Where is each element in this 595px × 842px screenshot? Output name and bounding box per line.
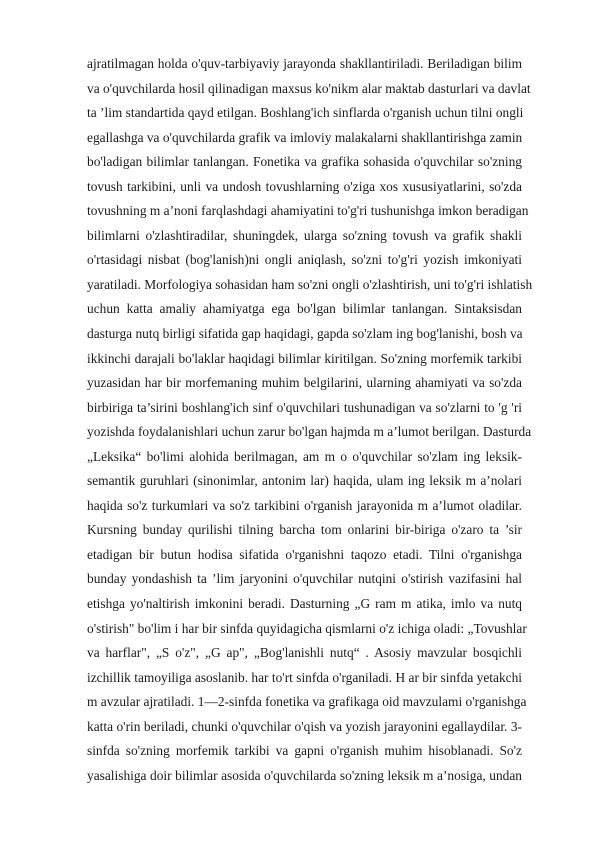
text-line: ta ’lim standartida qayd etilgan. Boshlang'ich sinflarda o'rganish uchun tilni ongli: [87, 105, 524, 121]
text-line: katta o'rin beriladi, chunki o'quvchilar o'qish va yozish jarayonini egallaydilar. 3-: [87, 718, 522, 734]
text-line: uchun katta amaliy ahamiyatga ega bo'lgan bilimlar tanlangan. Sintaksisdan: [87, 301, 522, 317]
text-line: bilimlarni o'zlashtiradilar, shuningdek, ularga so'zning tovush va grafik shakli: [87, 227, 522, 243]
text-line: o'rtasidagi nisbat (bog'lanish)ni ongli aniqlash, so'zni to'g'ri yozish imkoniyati: [87, 252, 522, 268]
text-line: dasturga nutq birligi sifatida gap haqidagi, gapda so'zlam ing bog'lanishi, bosh va: [87, 326, 523, 342]
text-line: yasalishiga doir bilimlar asosida o'quvchilarda so'zning leksik m a’nosiga, undan: [87, 767, 522, 783]
text-line: yaratiladi. Morfologiya sohasidan ham so'zni ongli o'zlashtirish, uni to'g'ri ishlatish: [87, 276, 533, 292]
text-line: ikkinchi darajali bo'laklar haqidagi bilimlar kiritilgan. So'zning morfemik tarkibi: [87, 350, 522, 366]
text-line: birbiriga ta’sirini boshlang'ich sinf o'quvchilari tushunadigan va so'zlarni to 'g 'ri: [87, 399, 522, 415]
text-line: bunday yondashish ta ’lim jaryonini o'quvchilar nutqini o'stirish vazifasini hal: [87, 571, 522, 587]
text-line: ajratilmagan holda o'quv-tarbiyaviy jarayonda shakllantiriladi. Beriladigan bilim: [87, 56, 522, 71]
text-line: tovushning m a’noni farqlashdagi ahamiyatini to'g'ri tushunishga imkon beradigan: [87, 203, 529, 219]
text-line: haqida so'z turkumlari va so'z tarkibini o'rganish jarayonida m a’lumot oladilar.: [87, 497, 522, 513]
text-line: etishga yo'naltirish imkonini beradi. Dasturning „G ram m atika, imlo va nutq: [87, 596, 522, 612]
text-line: tovush tarkibini, unli va undosh tovushlarning o'ziga xos xususiyatlarini, so'zda: [87, 178, 522, 194]
text-line: bo'ladigan bilimlar tanlangan. Fonetika va grafika sohasida o'quvchilar so'zning: [87, 154, 522, 170]
text-line: etadigan bir butun hodisa sifatida o'rganishni taqozo etadi. Tilni o'rganishga: [87, 546, 522, 562]
text-line: Kursning bunday qurilishi tilning barcha tom onlarini bir-biriga o'zaro ta ’sir: [87, 522, 522, 538]
text-line: va harflar", „S o'z", „G ap", „Bog'lanishli nutq“ . Asosiy mavzular bosqichli: [87, 645, 522, 661]
text-line: o'stirish" bo'lim i har bir sinfda quyidagicha qismlarni o'z ichiga oladi: „Tovushlar: [87, 620, 527, 636]
text-line: m avzular ajratiladi. 1—2-sinfda fonetika va grafikaga oid mavzulami o'rganishga: [87, 694, 527, 710]
text-line: yozishda foydalanishlari uchun zarur bo'lgan hajmda m a’lumot berilgan. Dasturda: [87, 424, 532, 440]
text-line: egallashga va o'quvchilarda grafik va imloviy malakalarni shakllantirishga zamin: [87, 129, 523, 145]
body-text: [87, 52, 533, 788]
text-line: sinfda so'zning morfemik tarkibi va gapni o'rganish muhim hisoblanadi. So'z: [87, 743, 522, 759]
text-line: „Leksika“ bo'limi alohida berilmagan, am m o o'quvchilar so'zlam ing leksik-: [87, 448, 522, 464]
text-line: yuzasidan har bir morfemaning muhim belgilarini, ularning ahamiyati va so'zda: [87, 375, 522, 391]
text-line: semantik guruhlari (sinonimlar, antonim lar) haqida, ulam ing leksik m a’nolari: [87, 473, 522, 489]
text-line: va o'quvchilarda hosil qilinadigan maxsus ko'nikm alar maktab dasturlari va davlat: [87, 80, 531, 96]
text-line: izchillik tamoyiliga asoslanib. har to'rt sinfda o'rganiladi. H ar bir sinfda yetakchi: [87, 669, 522, 685]
